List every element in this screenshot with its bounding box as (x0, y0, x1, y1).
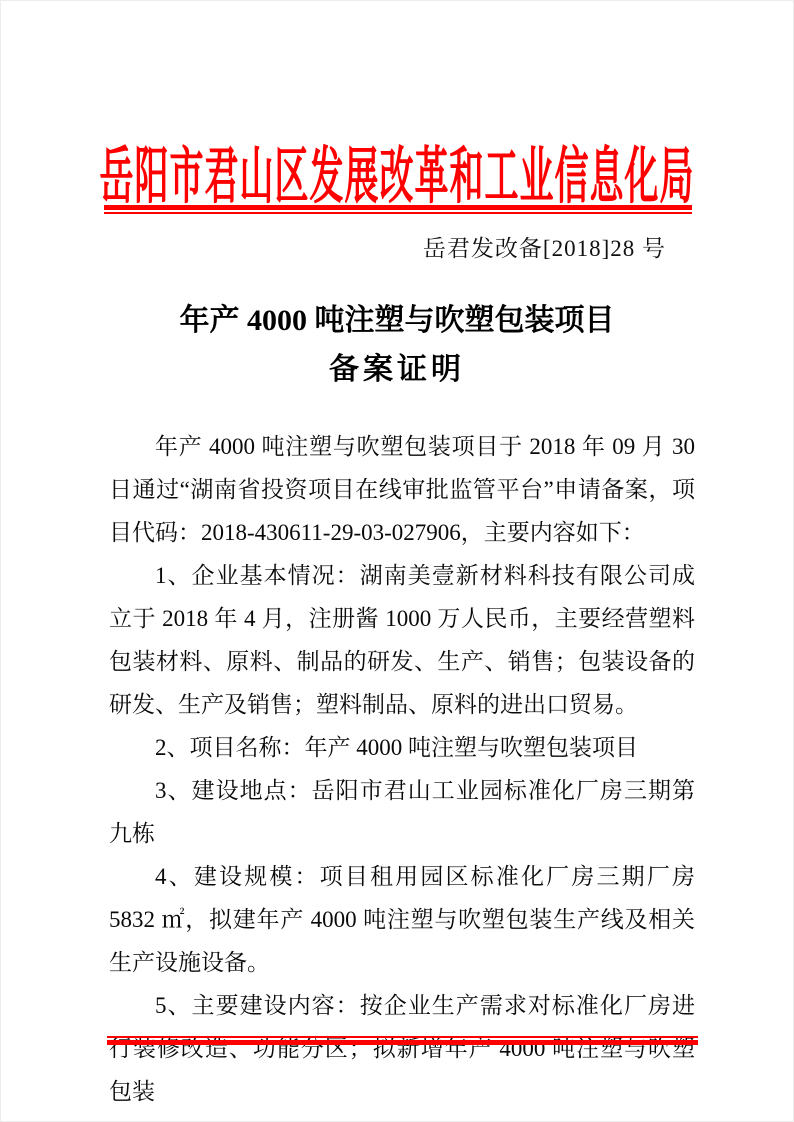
footer-divider-rule (107, 1036, 698, 1045)
document-title-line1: 年产 4000 吨注塑与吹塑包装项目 (179, 304, 615, 337)
body-paragraph-3: 2、项目名称：年产 4000 吨注塑与吹塑包装项目 (155, 735, 638, 760)
document-title-line2: 备案证明 (329, 353, 465, 386)
agency-name: 岳阳市君山区发展改革和工业信息化局 (99, 145, 695, 212)
letterhead-divider-rule (104, 205, 692, 214)
letterhead (1, 127, 793, 212)
body-paragraph-2: 1、企业基本情况：湖南美壹新材料科技有限公司成立于 2018 年 4 月，注册酱 1000 万人民币，主要经营塑料包装材料、原料、制品的研发、生产、销售；包装设备的研发、生产及销售；塑料制品、原料的进出口贸易。 (109, 563, 695, 717)
document-body (109, 425, 695, 1113)
body-paragraph-4: 3、建设地点：岳阳市君山工业园标准化厂房三期第九栋 (109, 778, 695, 846)
body-paragraph-5: 4、建设规模：项目租用园区标准化厂房三期厂房 5832 ㎡，拟建年产 4000 吨注塑与吹塑包装生产线及相关生产设施设备。 (109, 864, 695, 975)
document-number: 岳君发改备[2018]28 号 (422, 236, 666, 261)
document-title (1, 296, 793, 394)
body-paragraph-6: 5、主要建设内容：按企业生产需求对标准化厂房进行装修改造、功能分区；拟新增年产 4000 吨注塑与吹塑包装 (109, 993, 695, 1104)
body-paragraph-1: 年产 4000 吨注塑与吹塑包装项目于 2018 年 09 月 30 日通过“湖南省投资项目在线审批监管平台”申请备案，项目代码：2018-430611-29-03-027906，主要内容如下： (109, 434, 695, 545)
